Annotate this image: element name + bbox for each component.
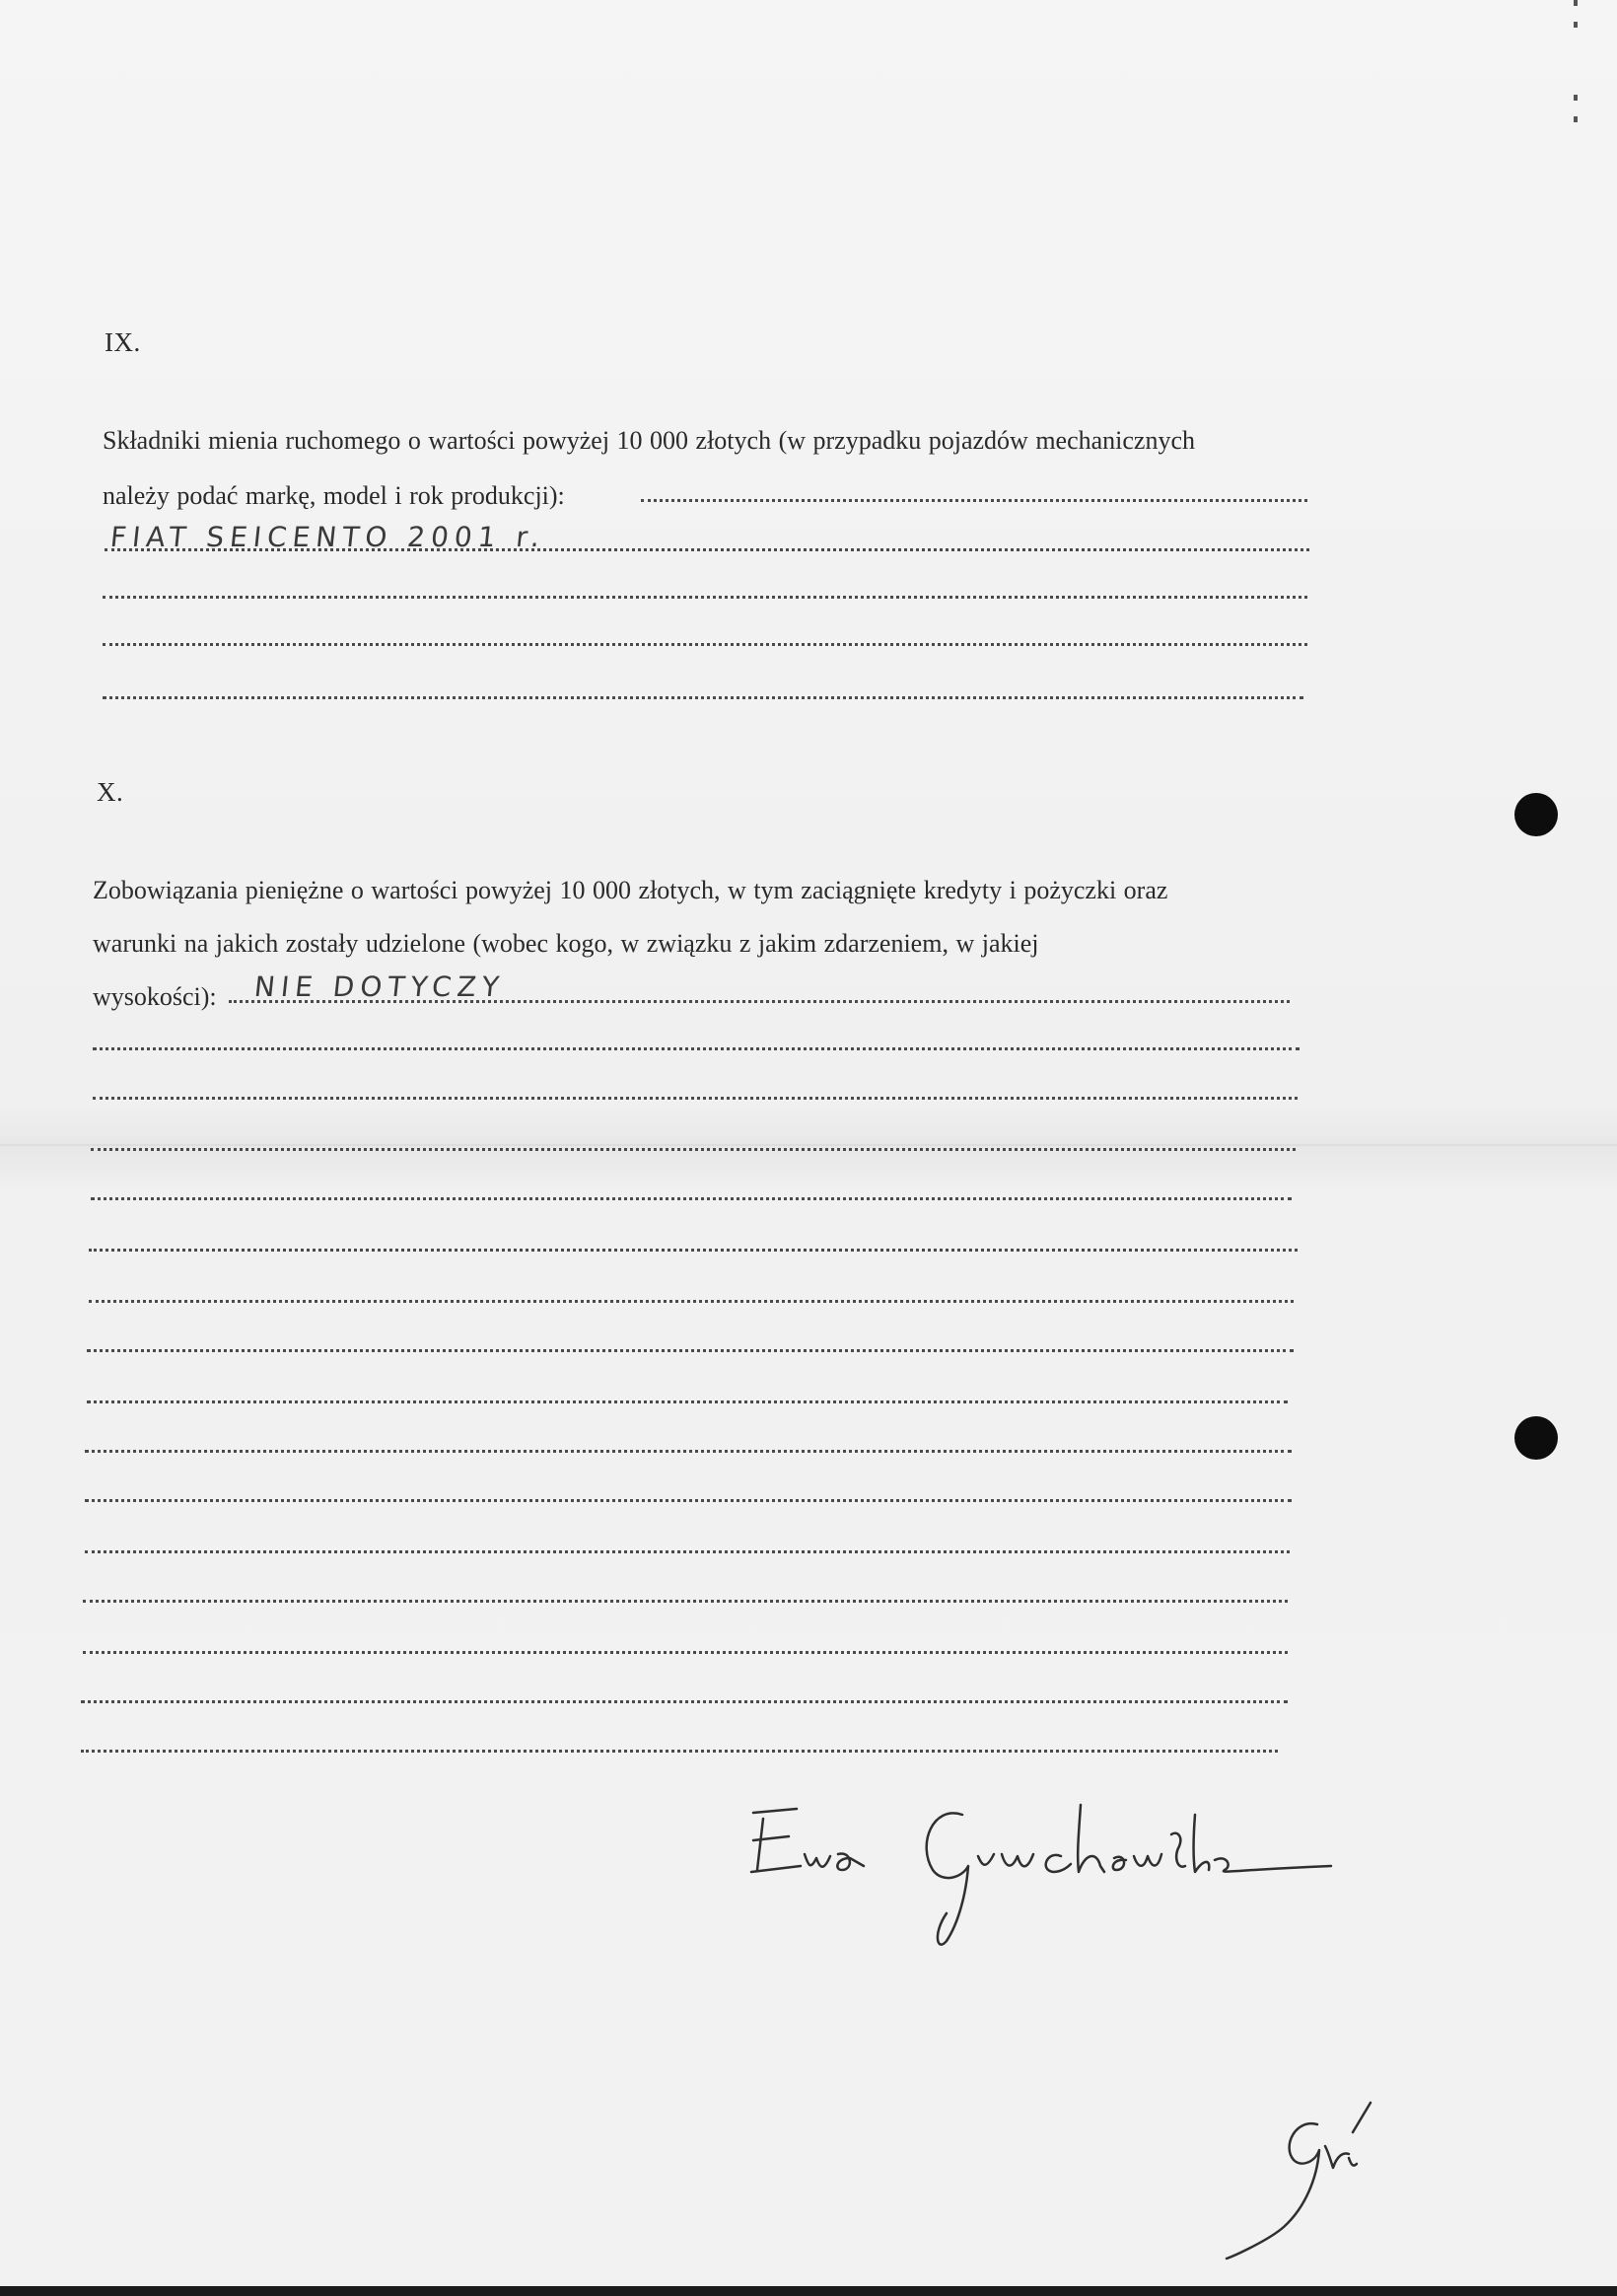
answer-line (103, 596, 1307, 599)
answer-line (103, 696, 1303, 699)
answer-line (93, 1097, 1298, 1100)
initials-image (1223, 2099, 1479, 2276)
answer-line (81, 1700, 1288, 1703)
scan-bottom-edge (0, 2286, 1617, 2296)
answer-line (81, 1750, 1278, 1753)
section-ix-inline-dotted-line (641, 499, 1307, 502)
signature-image (739, 1775, 1351, 1953)
section-ix-number: IX. (105, 327, 141, 357)
answer-line (105, 548, 1309, 551)
page-fold (0, 1144, 1617, 1146)
punch-hole (1514, 793, 1558, 836)
answer-line (93, 1047, 1300, 1050)
section-x-text-line1: Zobowiązania pieniężne o wartości powyżej 10 000 złotych, w tym zaciągnięte kredyty i pożyczki oraz (93, 876, 1168, 904)
section-x-inline-dotted-line (229, 1000, 1290, 1003)
answer-line (103, 643, 1307, 646)
answer-line (85, 1450, 1292, 1453)
section-ix-text-line1: Składniki mienia ruchomego o wartości powyżej 10 000 złotych (w przypadku pojazdów mechanicznych (103, 426, 1196, 455)
section-x-text-line3: wysokości): (93, 982, 217, 1011)
section-x-number: X. (97, 777, 124, 807)
answer-line (85, 1499, 1292, 1502)
answer-line (83, 1651, 1288, 1654)
answer-line (91, 1197, 1292, 1200)
answer-line (89, 1300, 1294, 1303)
answer-line (89, 1249, 1298, 1252)
answer-line (87, 1349, 1294, 1352)
section-ix-text-line2: należy podać markę, model i rok produkcji): (103, 481, 565, 510)
scan-edge-marks (1574, 0, 1582, 128)
punch-hole (1514, 1416, 1558, 1460)
answer-line (87, 1400, 1288, 1403)
answer-line (85, 1550, 1290, 1553)
section-x-text-line2: warunki na jakich zostały udzielone (wobec kogo, w związku z jakim zdarzeniem, w jakiej (93, 929, 1039, 958)
answer-line (91, 1148, 1296, 1151)
section-ix-handwritten-answer: FIAT SEICENTO 2001 r. (108, 521, 548, 553)
answer-line (83, 1600, 1288, 1603)
section-x-handwritten-answer: NIE DOTYCZY (252, 970, 507, 1003)
